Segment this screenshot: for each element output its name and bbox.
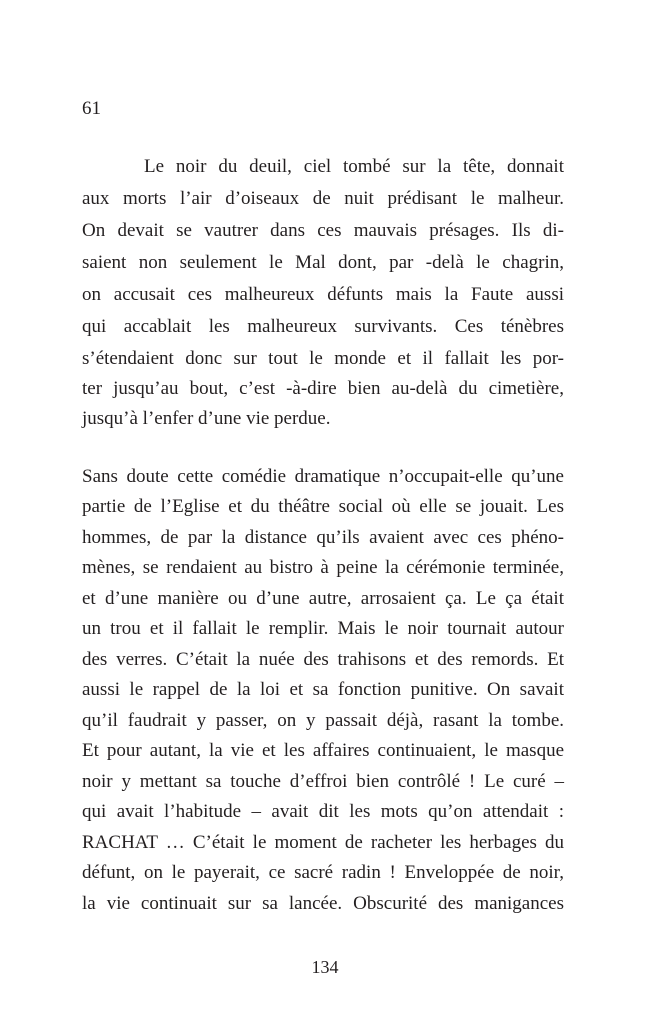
paragraph-1-line: aux morts l’air d’oiseaux de nuit prédisant le malheur. [82,188,564,209]
paragraph-2-line: et d’une manière ou d’une autre, arrosaient ça. Le ça était [82,588,564,609]
paragraph-2-line: RACHAT … C’était le moment de racheter les herbages du [82,832,564,853]
paragraph-2-line: qui avait l’habitude – avait dit les mots qu’on attendait : [82,801,564,822]
paragraph-1-line: jusqu’à l’enfer d’une vie perdue. [82,408,331,429]
chapter-number: 61 [82,98,101,119]
paragraph-2-line: la vie continuait sur sa lancée. Obscurité des manigances [82,893,564,914]
paragraph-2-line: des verres. C’était la nuée des trahisons et des remords. Et [82,649,564,670]
paragraph-1-line: saient non seulement le Mal dont, par -delà le chagrin, [82,252,564,273]
paragraph-2-line: qu’il faudrait y passer, on y passait déjà, rasant la tombe. [82,710,564,731]
paragraph-2-line: aussi le rappel de la loi et sa fonction punitive. On savait [82,679,564,700]
paragraph-2-line: Et pour autant, la vie et les affaires continuaient, le masque [82,740,564,761]
page-number: 134 [311,957,339,977]
paragraph-1-line: s’étendaient donc sur tout le monde et il fallait les por- [82,348,564,369]
paragraph-2-line: noir y mettant sa touche d’effroi bien contrôlé ! Le curé – [82,771,564,792]
paragraph-2-line: mènes, se rendaient au bistro à peine la cérémonie terminée, [82,557,564,578]
paragraph-2-line: défunt, on le payerait, ce sacré radin ! Enveloppée de noir, [82,862,564,883]
paragraph-2-line: Sans doute cette comédie dramatique n’occupait-elle qu’une [82,466,564,487]
paragraph-1-line: ter jusqu’au bout, c’est -à-dire bien au-delà du cimetière, [82,378,564,399]
paragraph-1-line: qui accablait les malheureux survivants. Ces ténèbres [82,316,564,337]
paragraph-1-line: On devait se vautrer dans ces mauvais présages. Ils di- [82,220,564,241]
paragraph-1-line: on accusait ces malheureux défunts mais la Faute aussi [82,284,564,305]
paragraph-2-line: un trou et il fallait le remplir. Mais le noir tournait autour [82,618,564,639]
paragraph-2-line: hommes, de par la distance qu’ils avaient avec ces phéno- [82,527,564,548]
paragraph-2-line: partie de l’Eglise et du théâtre social où elle se jouait. Les [82,496,564,517]
paragraph-1-line: Le noir du deuil, ciel tombé sur la tête, donnait [144,156,564,177]
